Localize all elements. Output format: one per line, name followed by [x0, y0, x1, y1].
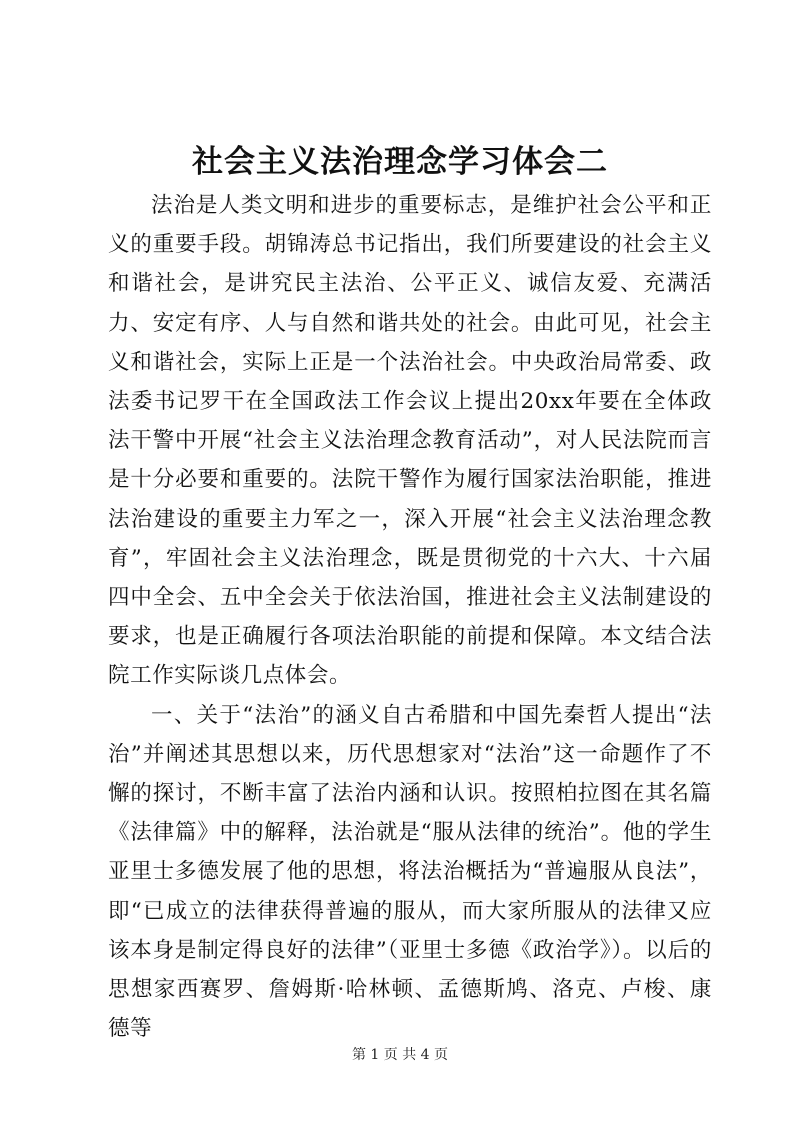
paragraph-intro: 法治是人类文明和进步的重要标志，是维护社会公平和正义的重要手段。胡锦涛总书记指出，我们所要建设的社会主义和谐社会，是讲究民主法治、公平正义、诚信友爱、充满活力、安定有序、人与自然和谐共处的社会。由此可见，社会主义和谐社会，实际上正是一个法治社会。中央政治局常委、政法委书记罗干在全国政法工作会议上提出20xx年要在全体政法干警中开展“社会主义法治理念教育活动”，对人民法院而言是十分必要和重要的。法院干警作为履行国家法治职能，推进法治建设的重要主力军之一，深入开展“社会主义法治理念教育”，牢固社会主义法治理念，既是贯彻党的十六大、十六届四中全会、五中全会关于依法治国，推进社会主义法制建设的要求，也是正确履行各项法治职能的前提和保障。本文结合法院工作实际谈几点体会。	[108, 193, 712, 689]
page-number-footer: 第 1 页 共 4 页	[351, 1047, 449, 1063]
paragraph-section-one: 一、关于“法治”的涵义自古希腊和中国先秦哲人提出“法治”并阐述其思想以来，历代思想家对“法治”这一命题作了不懈的探讨，不断丰富了法治内涵和认识。按照柏拉图在其名篇《法律篇》中的解释，法治就是“服从法律的统治”。他的学生亚里士多德发展了他的思想，将法治概括为“普遍服从良法”，即“已成立的法律获得普遍的服从，而大家所服从的法律又应该本身是制定得良好的法律”（亚里士多德《政治学》）。以后的思想家西赛罗、詹姆斯·哈林顿、孟德斯鸠、洛克、卢梭、康德等	[108, 702, 712, 1042]
document-body	[108, 186, 712, 1048]
page-title: 社会主义法治理念学习体会二	[192, 144, 608, 180]
